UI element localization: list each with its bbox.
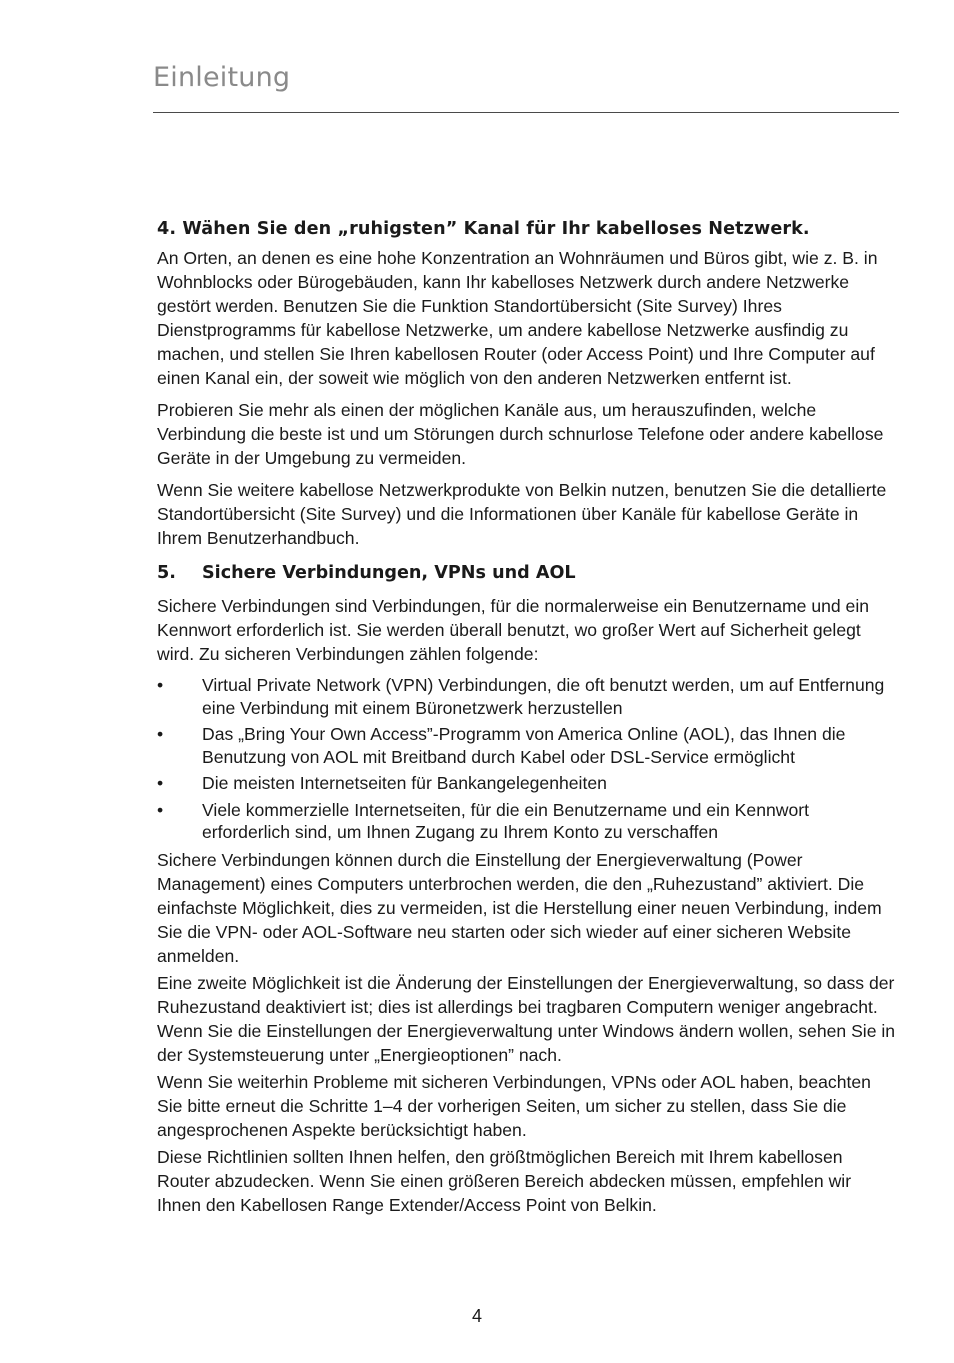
section-5-heading-text: Sichere Verbindungen, VPNs und AOL — [202, 563, 576, 583]
section-5-intro: Sichere Verbindungen sind Verbindungen, für die normalerweise ein Benutzername und ein Kennwort erforderlich ist. Sie werden überall benutzt, wo großer Wert auf Sicherheit gelegt wird. Zu sicheren Verbindungen zählen folgende: — [157, 596, 870, 664]
list-item-text: Viele kommerzielle Internetseiten, für die ein Benutzername und ein Kennwort erforderlich sind, um Ihnen Zugang zu Ihrem Konto zu verschaffen — [202, 799, 810, 842]
section-4-paragraph: Probieren Sie mehr als einen der möglichen Kanäle aus, um herauszufinden, welche Verbindung die beste ist und um Störungen durch schnurlose Telefone oder andere kabellose Geräte in der Umgebung zu vermeiden. — [157, 400, 884, 468]
secure-connections-list — [157, 674, 899, 844]
bullet-icon: • — [157, 799, 164, 820]
list-item — [157, 674, 899, 719]
section-5-number: 5. — [157, 563, 176, 583]
section-5-paragraph: Diese Richtlinien sollten Ihnen helfen, den größtmöglichen Bereich mit Ihrem kabellosen Router abzudecken. Wenn Sie einen größeren Bereich abdecken müssen, empfehlen wir Ihnen den Kabellosen Range Extender/Access Point von Belkin. — [157, 1146, 852, 1215]
bullet-icon: • — [157, 773, 164, 793]
page-content — [157, 216, 899, 1220]
section-4-paragraph: Wenn Sie weitere kabellose Netzwerkprodukte von Belkin nutzen, benutzen Sie die detallierte Standortübersicht (Site Survey) und die Informationen über Kanäle für kabellose Geräte in Ihrem Benutzerhandbuch. — [157, 480, 887, 548]
page-number: 4 — [471, 1306, 482, 1326]
section-4-heading: 4. Wähen Sie den „ruhigsten” Kanal für Ihr kabelloses Netzwerk. — [157, 219, 810, 239]
bullet-icon: • — [157, 675, 164, 695]
section-5-heading — [157, 560, 899, 586]
page-header-title: Einleitung — [153, 62, 291, 93]
header-divider — [153, 112, 899, 113]
bullet-icon: • — [157, 724, 164, 744]
list-item — [157, 772, 899, 795]
section-5-paragraph: Wenn Sie weiterhin Probleme mit sicheren Verbindungen, VPNs oder AOL haben, beachten Sie bitte erneut die Schritte 1–4 der vorherigen Seiten, um sicher zu stellen, dass Sie die angesprochenen Aspekte berücksichtigt haben. — [157, 1071, 871, 1140]
section-5-paragraph: Sichere Verbindungen können durch die Einstellung der Energieverwaltung (Power Management) eines Computers unterbrochen werden, die den „Ruhezustand” aktiviert. Die einfachste Möglichkeit, dies zu vermeiden, ist die Herstellung einer neuen Verbindung, indem Sie die VPN- oder AOL-Software neu starten oder sich wieder auf einer sicheren Website anmelden. — [157, 849, 882, 966]
list-item — [157, 723, 899, 768]
list-item-text: Die meisten Internetseiten für Bankangelegenheiten — [202, 773, 607, 793]
list-item-text: Virtual Private Network (VPN) Verbindungen, die oft benutzt werden, um auf Entfernung eine Verbindung mit einem Büronetzwerk herzustellen — [202, 675, 885, 718]
section-4-paragraph: An Orten, an denen es eine hohe Konzentration an Wohnräumen und Büros gibt, wie z. B. in Wohnblocks oder Bürogebäuden, kann Ihr kabelloses Netzwerk durch andere Netzwerke gestört werden. Benutzen Sie die Funktion Standortübersicht (Site Survey) Ihres Dienstprogramms für kabellose Netzwerke, um andere kabellose Netzwerke ausfindig zu machen, und stellen Sie Ihren kabellosen Router (oder Access Point) und Ihre Computer auf einen Kanal ein, der soweit wie möglich von den anderen Netzwerken entfernt ist. — [157, 248, 878, 388]
section-5-paragraph: Eine zweite Möglichkeit ist die Änderung der Einstellungen der Energieverwaltung, so dass der Ruhezustand deaktiviert ist; dies ist allerdings bei tragbaren Computern weniger angebracht. Wenn Sie die Einstellungen der Energieverwaltung unter Windows ändern wollen, sehen Sie in der Systemsteuerung unter „Energieoptionen” nach. — [157, 972, 896, 1065]
list-item-text: Das „Bring Your Own Access”-Programm von America Online (AOL), das Ihnen die Benutzung von AOL mit Breitband durch Kabel oder DSL-Service ermöglicht — [202, 724, 846, 767]
list-item — [157, 799, 899, 844]
